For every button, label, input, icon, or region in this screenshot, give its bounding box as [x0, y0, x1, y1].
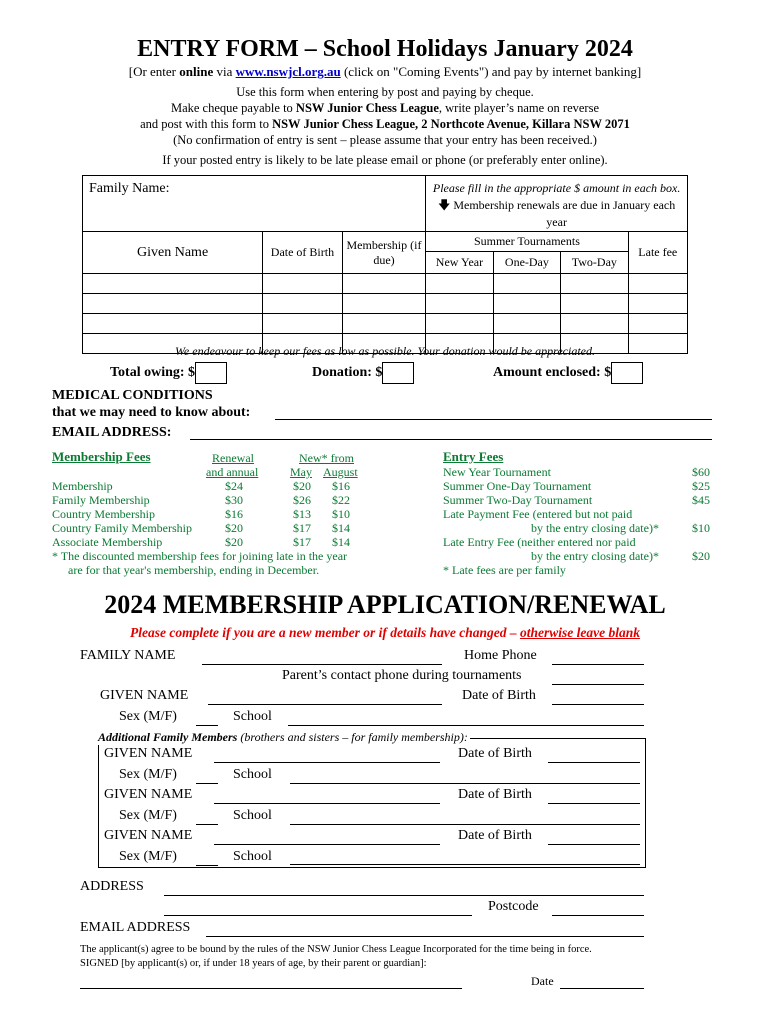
- home-phone-label: Home Phone: [464, 648, 537, 663]
- instruction-5: If your posted entry is likely to be late please email or phone (or preferably enter online).: [162, 153, 608, 167]
- address-line-1[interactable]: [164, 895, 644, 896]
- family-name-label: Family Name:: [89, 181, 170, 196]
- instr3-pre: and post with this form to: [140, 117, 273, 131]
- fee-row-aug: $22: [332, 493, 350, 507]
- family-name-label-2: FAMILY NAME: [80, 648, 176, 663]
- new-year-cell[interactable]: [426, 274, 493, 294]
- dob-line[interactable]: [552, 704, 644, 705]
- address-line-2[interactable]: [164, 915, 472, 916]
- dob-cell[interactable]: [263, 294, 343, 314]
- medical-line[interactable]: [275, 419, 712, 420]
- renewal-note-text: Membership renewals are due in January each year: [453, 198, 676, 229]
- fee-row-may: $17: [293, 535, 311, 549]
- fee-row-annual: $30: [225, 493, 243, 507]
- date-label: Date: [531, 974, 554, 988]
- fee-row-aug: $14: [332, 535, 350, 549]
- fee-row-annual: $24: [225, 479, 243, 493]
- given-name-cell[interactable]: [83, 314, 263, 334]
- dob-header: Date of Birth: [263, 232, 343, 274]
- additional-bold: Additional Family Members: [98, 730, 238, 744]
- table-row: [83, 274, 688, 294]
- donation-box[interactable]: [382, 362, 414, 384]
- email-line[interactable]: [190, 439, 712, 440]
- total-owing-box[interactable]: [195, 362, 227, 384]
- table-row: [83, 314, 688, 334]
- online-via: via: [213, 64, 236, 79]
- two-day-cell[interactable]: [561, 294, 628, 314]
- email-address-line[interactable]: [206, 936, 644, 937]
- dob-line[interactable]: [548, 844, 640, 845]
- amount-enclosed-box[interactable]: [611, 362, 643, 384]
- fee-row-annual: $16: [225, 507, 243, 521]
- one-day-header: One-Day: [493, 252, 560, 274]
- website-link[interactable]: www.nswjcl.org.au: [235, 64, 341, 79]
- given-name-label: GIVEN NAME: [104, 828, 193, 843]
- postcode-label: Postcode: [488, 899, 539, 914]
- membership-cell[interactable]: [342, 274, 426, 294]
- postal-address: NSW Junior Chess League, 2 Northcote Avenue, Killara NSW 2071: [272, 117, 630, 131]
- instruction-2: [0, 101, 770, 116]
- fee-row-aug: $16: [332, 479, 350, 493]
- dob-line[interactable]: [548, 803, 640, 804]
- two-day-header: Two-Day: [561, 252, 628, 274]
- school-label: School: [233, 808, 272, 823]
- medical-sub: that we may need to know about:: [52, 405, 251, 420]
- medical-title: MEDICAL CONDITIONS: [52, 388, 213, 403]
- fee-row-name: Country Membership: [52, 507, 155, 521]
- fill-note: Please fill in the appropriate $ amount in each box.: [432, 181, 681, 195]
- late-entry-label-1: Late Entry Fee (neither entered nor paid: [443, 535, 636, 549]
- fee-row-name: Membership: [52, 479, 113, 493]
- additional-italic: (brothers and sisters – for family membership):: [237, 730, 468, 744]
- fee-row-annual: $20: [225, 535, 243, 549]
- entry-fees-title: Entry Fees: [443, 449, 504, 464]
- membership-cell[interactable]: [342, 314, 426, 334]
- annual-col: and annual: [206, 465, 259, 479]
- entry-table: [82, 175, 688, 354]
- school-line[interactable]: [290, 864, 640, 865]
- late-fee-cell[interactable]: [628, 294, 687, 314]
- one-day-cell[interactable]: [493, 314, 560, 334]
- agreement-text: The applicant(s) agree to be bound by the rules of the NSW Junior Chess League Incorporated for the time being in force.: [80, 944, 592, 955]
- address-label: ADDRESS: [80, 879, 144, 894]
- two-day-fee-label: Summer Two-Day Tournament: [443, 493, 593, 507]
- online-pre: [Or enter: [128, 64, 180, 79]
- membership-note-1: * The discounted membership fees for joining late in the year: [52, 549, 348, 563]
- school-line[interactable]: [290, 824, 640, 825]
- sex-line[interactable]: [196, 824, 218, 825]
- instr2-pre: Make cheque payable to: [170, 101, 296, 115]
- signed-text: SIGNED [by applicant(s) or, if under 18 years of age, by their parent or guardian]:: [80, 958, 427, 969]
- given-name-header: Given Name: [83, 232, 263, 274]
- late-fee-cell[interactable]: [628, 314, 687, 334]
- membership-cell[interactable]: [342, 294, 426, 314]
- dob-line[interactable]: [548, 762, 640, 763]
- given-name-label: GIVEN NAME: [100, 688, 189, 703]
- fee-row-name: Family Membership: [52, 493, 150, 507]
- dob-cell[interactable]: [263, 314, 343, 334]
- fee-row-may: $26: [293, 493, 311, 507]
- late-entry-fee: $20: [692, 549, 710, 563]
- two-day-fee: $45: [692, 493, 710, 507]
- fee-row-may: $20: [293, 479, 311, 493]
- fee-row-name: Associate Membership: [52, 535, 163, 549]
- fee-row-may: $13: [293, 507, 311, 521]
- instruction-3: [0, 117, 770, 132]
- sex-label: Sex (M/F): [119, 709, 177, 724]
- given-name-cell[interactable]: [83, 294, 263, 314]
- family-name-cell[interactable]: [83, 176, 426, 232]
- one-day-fee: $25: [692, 479, 710, 493]
- fee-row-annual: $20: [225, 521, 243, 535]
- membership-app-title: 2024 MEMBERSHIP APPLICATION/RENEWAL: [104, 590, 666, 619]
- amount-enclosed: [493, 362, 643, 384]
- payee-name: NSW Junior Chess League: [295, 101, 439, 115]
- dob-label: Date of Birth: [462, 688, 536, 703]
- dob-label: Date of Birth: [458, 746, 532, 761]
- amount-enclosed-label: Amount enclosed: $: [493, 365, 612, 381]
- donation-label: Donation: $: [312, 365, 383, 381]
- home-phone-line[interactable]: [552, 664, 644, 665]
- table-row: [83, 294, 688, 314]
- renewal-note: [426, 197, 687, 231]
- instruction-4: (No confirmation of entry is sent – please assume that your entry has been received.): [173, 133, 597, 147]
- dob-cell[interactable]: [263, 274, 343, 294]
- fill-note-cell: [426, 176, 688, 232]
- two-day-cell[interactable]: [561, 314, 628, 334]
- late-entry-label-2: by the entry closing date)*: [531, 549, 659, 563]
- email-label: EMAIL ADDRESS:: [52, 425, 172, 440]
- sex-label: Sex (M/F): [119, 808, 177, 823]
- one-day-fee-label: Summer One-Day Tournament: [443, 479, 592, 493]
- summer-header: Summer Tournaments: [426, 232, 628, 252]
- parent-phone-line[interactable]: [552, 684, 644, 685]
- sex-line[interactable]: [196, 725, 218, 726]
- given-name-line[interactable]: [214, 762, 440, 763]
- late-payment-label-1: Late Payment Fee (entered but not paid: [443, 507, 633, 521]
- one-day-cell[interactable]: [493, 294, 560, 314]
- school-label: School: [233, 767, 272, 782]
- total-owing-label: Total owing: $: [110, 365, 196, 381]
- given-name-line[interactable]: [214, 803, 440, 804]
- instruction-1: Use this form when entering by post and paying by cheque.: [236, 85, 534, 99]
- late-fees-note: * Late fees are per family: [443, 563, 566, 577]
- school-label: School: [233, 849, 272, 864]
- subtitle-underlined: otherwise leave blank: [519, 625, 640, 640]
- late-fee-header: Late fee: [628, 232, 687, 274]
- membership-fees-title: Membership Fees: [52, 449, 151, 464]
- dob-label: Date of Birth: [458, 787, 532, 802]
- new-year-cell[interactable]: [426, 314, 493, 334]
- membership-note-2: are for that year's membership, ending in December.: [68, 563, 320, 577]
- given-name-label: GIVEN NAME: [104, 746, 193, 761]
- one-day-cell[interactable]: [493, 274, 560, 294]
- august-col: August: [323, 465, 358, 479]
- online-post: (click on "Coming Events") and pay by internet banking]: [340, 64, 642, 79]
- new-year-fee: $60: [692, 465, 710, 479]
- renewal-col: Renewal: [212, 451, 254, 465]
- parent-phone-label: Parent’s contact phone during tournaments: [282, 668, 522, 683]
- fee-row-aug: $10: [332, 507, 350, 521]
- late-payment-fee: $10: [692, 521, 710, 535]
- school-line[interactable]: [290, 783, 640, 784]
- sex-label: Sex (M/F): [119, 849, 177, 864]
- school-label: School: [233, 709, 272, 724]
- fee-row-name: Country Family Membership: [52, 521, 192, 535]
- two-day-cell[interactable]: [561, 274, 628, 294]
- fee-row-may: $17: [293, 521, 311, 535]
- given-name-line[interactable]: [214, 844, 440, 845]
- email-address-label: EMAIL ADDRESS: [80, 920, 191, 935]
- total-owing: [110, 362, 227, 384]
- donation: [312, 362, 414, 384]
- online-word: online: [179, 64, 214, 79]
- family-name-line[interactable]: [202, 664, 442, 665]
- signature-line[interactable]: [80, 988, 462, 989]
- subtitle-pre: Please complete if you are a new member or if details have changed –: [130, 625, 520, 640]
- late-payment-label-2: by the entry closing date)*: [531, 521, 659, 535]
- given-name-line[interactable]: [208, 704, 442, 705]
- membership-header: Membership (if due): [342, 232, 426, 274]
- form-title: ENTRY FORM – School Holidays January 2024: [137, 36, 633, 62]
- date-line[interactable]: [560, 988, 644, 989]
- new-year-header: New Year: [426, 252, 493, 274]
- given-name-label: GIVEN NAME: [104, 787, 193, 802]
- may-col: May: [290, 465, 312, 479]
- given-name-cell[interactable]: [83, 274, 263, 294]
- new-from-col: New* from: [299, 451, 354, 465]
- additional-members-heading: [98, 730, 470, 745]
- postcode-line[interactable]: [552, 915, 644, 916]
- sex-line[interactable]: [196, 865, 218, 866]
- new-year-cell[interactable]: [426, 294, 493, 314]
- fees-note: We endeavour to keep our fees as low as possible. Your donation would be appreciated.: [175, 344, 595, 358]
- sex-line[interactable]: [196, 783, 218, 784]
- sex-label: Sex (M/F): [119, 767, 177, 782]
- down-arrow-icon: 🡇: [438, 198, 451, 212]
- fee-row-aug: $14: [332, 521, 350, 535]
- new-year-fee-label: New Year Tournament: [443, 465, 551, 479]
- online-entry-line: [0, 64, 770, 80]
- instr2-post: , write player’s name on reverse: [438, 101, 600, 115]
- late-fee-cell[interactable]: [628, 274, 687, 294]
- membership-app-subtitle: [0, 625, 770, 641]
- dob-label: Date of Birth: [458, 828, 532, 843]
- school-line[interactable]: [288, 725, 644, 726]
